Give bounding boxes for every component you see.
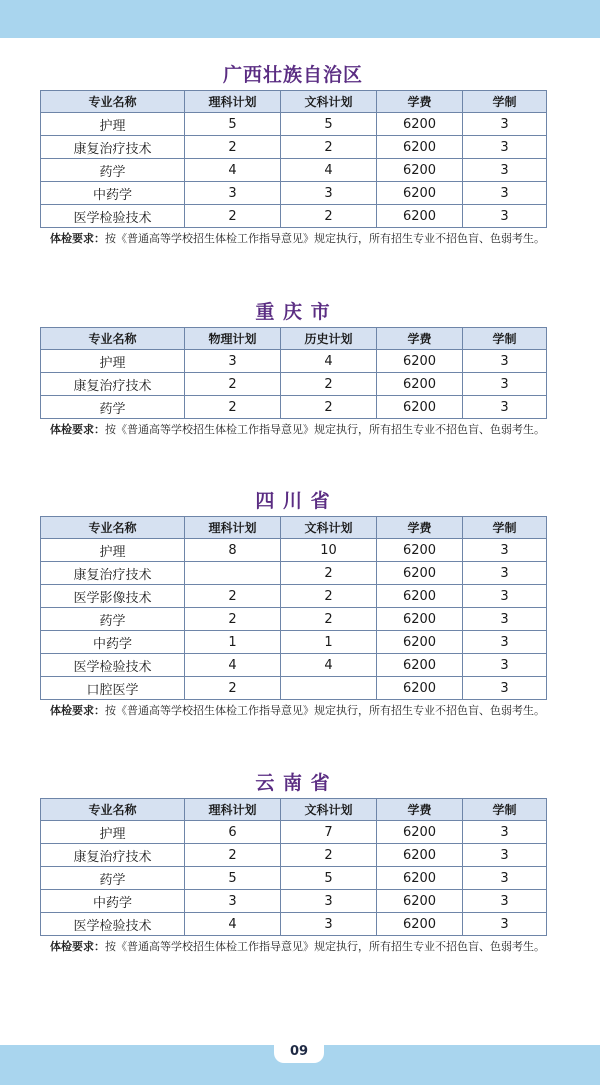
table-cell: 药学 (41, 867, 185, 890)
column-header: 学费 (377, 517, 463, 539)
province-section (40, 297, 546, 440)
column-header: 专业名称 (41, 517, 185, 539)
column-header: 学制 (463, 328, 547, 350)
table-cell: 3 (463, 539, 547, 562)
table-cell: 6200 (377, 585, 463, 608)
table-row (41, 159, 547, 182)
health-requirement-note (50, 937, 550, 957)
table-cell: 7 (281, 821, 377, 844)
table-header-row (41, 328, 547, 350)
table-cell: 6200 (377, 608, 463, 631)
table-row (41, 373, 547, 396)
table-cell: 中药学 (41, 890, 185, 913)
table-cell: 2 (185, 136, 281, 159)
table-cell: 3 (463, 136, 547, 159)
column-header: 学制 (463, 517, 547, 539)
table-cell: 4 (185, 654, 281, 677)
table-cell: 3 (185, 890, 281, 913)
health-requirement-note (50, 420, 550, 440)
province-section (40, 60, 546, 249)
table-row (41, 654, 547, 677)
column-header: 专业名称 (41, 91, 185, 113)
table-cell: 2 (185, 844, 281, 867)
table-row (41, 585, 547, 608)
province-title: 四 川 省 (255, 490, 331, 512)
column-header: 理科计划 (185, 517, 281, 539)
table-cell: 药学 (41, 608, 185, 631)
column-header: 学费 (377, 799, 463, 821)
province-section (40, 486, 546, 721)
table-row (41, 844, 547, 867)
table-cell: 6200 (377, 654, 463, 677)
table-cell: 药学 (41, 159, 185, 182)
table-cell: 3 (463, 562, 547, 585)
table-cell: 1 (185, 631, 281, 654)
column-header: 学费 (377, 328, 463, 350)
top-decorative-band (0, 0, 600, 38)
table-header-row (41, 91, 547, 113)
table-cell: 5 (281, 867, 377, 890)
table-cell: 3 (463, 821, 547, 844)
note-label: 体检要求： (50, 423, 105, 436)
table-cell: 2 (281, 396, 377, 419)
table-row (41, 350, 547, 373)
table-cell: 医学检验技术 (41, 654, 185, 677)
table-cell: 4 (281, 350, 377, 373)
column-header: 学费 (377, 91, 463, 113)
province-section (40, 768, 546, 957)
table-cell: 2 (185, 373, 281, 396)
table-cell: 3 (281, 182, 377, 205)
column-header: 理科计划 (185, 91, 281, 113)
table-cell: 3 (281, 913, 377, 936)
table-cell: 3 (463, 608, 547, 631)
table-cell: 2 (185, 205, 281, 228)
table-cell: 医学影像技术 (41, 585, 185, 608)
table-cell: 6200 (377, 631, 463, 654)
table-header-row (41, 799, 547, 821)
table-row (41, 539, 547, 562)
table-row (41, 562, 547, 585)
column-header: 专业名称 (41, 328, 185, 350)
plan-table (40, 798, 547, 936)
table-cell: 2 (185, 585, 281, 608)
table-cell: 护理 (41, 113, 185, 136)
table-cell: 医学检验技术 (41, 913, 185, 936)
table-cell: 4 (185, 913, 281, 936)
table-cell: 2 (281, 136, 377, 159)
plan-table (40, 90, 547, 228)
table-cell: 康复治疗技术 (41, 373, 185, 396)
table-cell: 医学检验技术 (41, 205, 185, 228)
table-cell: 6200 (377, 821, 463, 844)
table-cell: 6200 (377, 350, 463, 373)
note-label: 体检要求： (50, 940, 105, 953)
table-row (41, 867, 547, 890)
table-header-row (41, 517, 547, 539)
table-cell: 护理 (41, 539, 185, 562)
table-cell: 1 (281, 631, 377, 654)
table-cell: 2 (281, 205, 377, 228)
table-cell: 护理 (41, 821, 185, 844)
table-cell: 3 (185, 350, 281, 373)
table-cell: 2 (281, 585, 377, 608)
table-cell: 3 (463, 182, 547, 205)
table-cell: 3 (463, 890, 547, 913)
table-cell: 6200 (377, 136, 463, 159)
table-cell: 药学 (41, 396, 185, 419)
table-cell: 5 (185, 867, 281, 890)
table-cell: 6200 (377, 677, 463, 700)
table-cell: 3 (463, 350, 547, 373)
table-cell: 2 (185, 608, 281, 631)
column-header: 历史计划 (281, 328, 377, 350)
table-cell: 3 (463, 373, 547, 396)
note-text: 按《普通高等学校招生体检工作指导意见》规定执行，所有招生专业不招色盲、色弱考生。 (105, 704, 545, 717)
table-cell: 4 (185, 159, 281, 182)
table-cell: 2 (281, 562, 377, 585)
plan-table (40, 327, 547, 419)
health-requirement-note (50, 229, 550, 249)
table-cell: 6200 (377, 913, 463, 936)
note-text: 按《普通高等学校招生体检工作指导意见》规定执行，所有招生专业不招色盲、色弱考生。 (105, 940, 545, 953)
note-text: 按《普通高等学校招生体检工作指导意见》规定执行，所有招生专业不招色盲、色弱考生。 (105, 232, 545, 245)
table-cell: 康复治疗技术 (41, 136, 185, 159)
table-cell: 3 (281, 890, 377, 913)
table-cell: 3 (463, 844, 547, 867)
table-cell: 3 (463, 205, 547, 228)
table-row (41, 890, 547, 913)
table-cell: 6200 (377, 867, 463, 890)
table-cell: 2 (281, 608, 377, 631)
table-cell: 6200 (377, 844, 463, 867)
table-row (41, 136, 547, 159)
table-cell (185, 562, 281, 585)
table-cell: 6200 (377, 373, 463, 396)
province-title: 重 庆 市 (255, 301, 331, 323)
table-cell (281, 677, 377, 700)
table-row (41, 608, 547, 631)
table-cell: 3 (463, 396, 547, 419)
column-header: 文科计划 (281, 799, 377, 821)
table-cell: 2 (281, 373, 377, 396)
table-cell: 6200 (377, 539, 463, 562)
table-cell: 2 (281, 844, 377, 867)
province-title: 广西壮族自治区 (222, 64, 363, 86)
table-row (41, 396, 547, 419)
table-cell: 3 (463, 631, 547, 654)
table-cell: 康复治疗技术 (41, 844, 185, 867)
table-row (41, 113, 547, 136)
column-header: 专业名称 (41, 799, 185, 821)
table-row (41, 205, 547, 228)
table-row (41, 182, 547, 205)
table-cell: 2 (185, 396, 281, 419)
table-cell: 3 (463, 677, 547, 700)
table-cell: 6200 (377, 396, 463, 419)
note-label: 体检要求： (50, 232, 105, 245)
table-cell: 10 (281, 539, 377, 562)
health-requirement-note (50, 701, 550, 721)
column-header: 学制 (463, 799, 547, 821)
table-cell: 6200 (377, 562, 463, 585)
table-cell: 6 (185, 821, 281, 844)
table-cell: 4 (281, 159, 377, 182)
note-text: 按《普通高等学校招生体检工作指导意见》规定执行，所有招生专业不招色盲、色弱考生。 (105, 423, 545, 436)
page-number: 09 (274, 1041, 324, 1063)
table-row (41, 631, 547, 654)
table-cell: 6200 (377, 205, 463, 228)
column-header: 文科计划 (281, 517, 377, 539)
table-cell: 3 (463, 159, 547, 182)
table-cell: 3 (185, 182, 281, 205)
table-cell: 康复治疗技术 (41, 562, 185, 585)
column-header: 理科计划 (185, 799, 281, 821)
table-cell: 5 (281, 113, 377, 136)
note-label: 体检要求： (50, 704, 105, 717)
table-cell: 3 (463, 654, 547, 677)
table-cell: 口腔医学 (41, 677, 185, 700)
table-cell: 6200 (377, 159, 463, 182)
table-cell: 5 (185, 113, 281, 136)
column-header: 文科计划 (281, 91, 377, 113)
plan-table (40, 516, 547, 700)
table-row (41, 821, 547, 844)
table-cell: 3 (463, 913, 547, 936)
table-cell: 6200 (377, 113, 463, 136)
table-cell: 8 (185, 539, 281, 562)
table-row (41, 677, 547, 700)
table-cell: 中药学 (41, 631, 185, 654)
table-cell: 中药学 (41, 182, 185, 205)
table-cell: 护理 (41, 350, 185, 373)
table-cell: 6200 (377, 182, 463, 205)
table-cell: 3 (463, 113, 547, 136)
table-cell: 3 (463, 585, 547, 608)
column-header: 学制 (463, 91, 547, 113)
table-cell: 4 (281, 654, 377, 677)
table-row (41, 913, 547, 936)
table-cell: 2 (185, 677, 281, 700)
column-header: 物理计划 (185, 328, 281, 350)
table-cell: 6200 (377, 890, 463, 913)
table-cell: 3 (463, 867, 547, 890)
province-title: 云 南 省 (255, 772, 331, 794)
